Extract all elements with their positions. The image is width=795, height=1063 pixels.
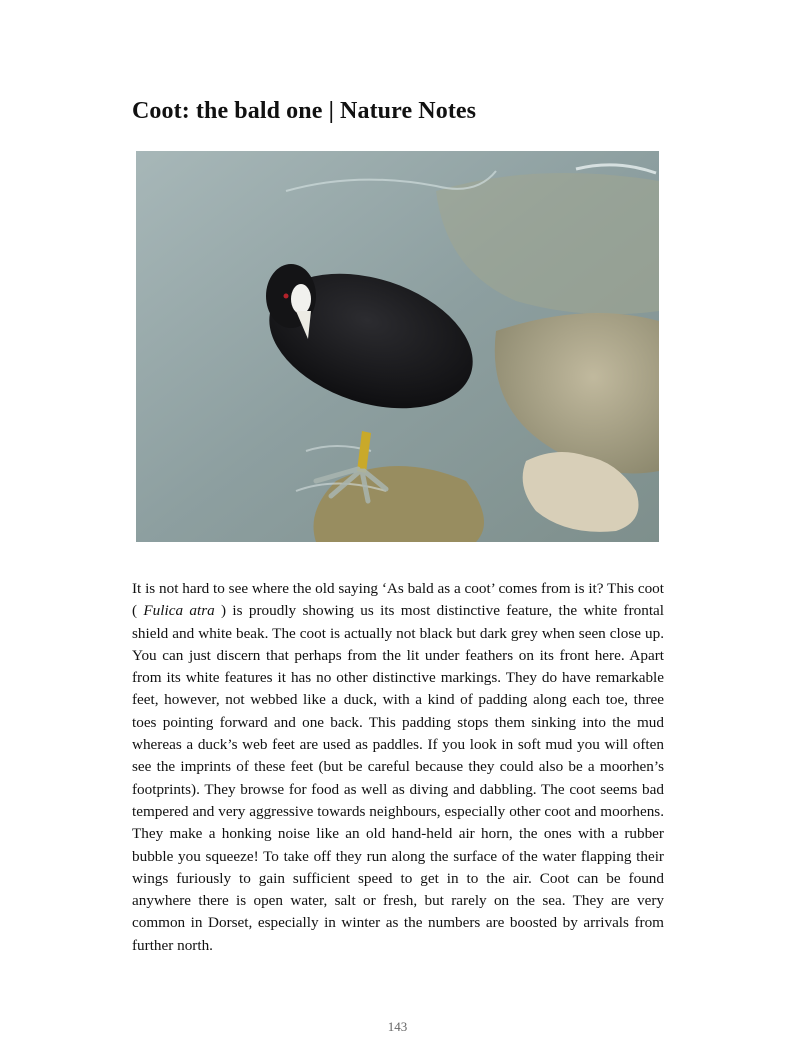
coot-illustration bbox=[136, 151, 659, 542]
article-body bbox=[132, 578, 664, 957]
coot-eye bbox=[284, 294, 289, 299]
coot-photo bbox=[136, 151, 659, 542]
article-text-part-2: ) is proudly showing us its most distinctive feature, the white frontal shield and white beak. The coot is actually not black but dark grey when seen close up. You can just discern that perhaps from the lit under feathers on its front here. Apart from its white features it has no other distinctive markings. They do have remarkable feet, however, not webbed like a duck, with a kind of padding along each toe, three toes pointing forward and one back. This padding stops them sinking into the mud whereas a duck’s web feet are used as paddles. If you look in soft mud you will often see the imprints of these feet (but be careful because they could also be a moorhen’s footprints). They browse for food as well as diving and dabbling. The coot seems bad tempered and very aggressive towards neighbours, especially other coot and moorhens. They make a honking noise like an old hand-held air horn, the ones with a rubber bubble you squeeze! To take off they run along the surface of the water flapping their wings furiously to gain sufficient speed to get in to the air. Coot can be found anywhere there is open water, salt or fresh, but rarely on the sea. They are very common in Dorset, especially in winter as the numbers are boosted by arrivals from further north. bbox=[132, 602, 665, 954]
page-number: 143 bbox=[387, 1019, 408, 1034]
article-text-part-1: It is not hard to see where the old saying ‘As bald as a coot’ comes from is it? This coot ( bbox=[132, 580, 664, 620]
page-title: Coot: the bald one | Nature Notes bbox=[132, 98, 477, 124]
coot-frontal-shield bbox=[291, 284, 311, 314]
species-name: Fulica atra bbox=[143, 602, 215, 620]
